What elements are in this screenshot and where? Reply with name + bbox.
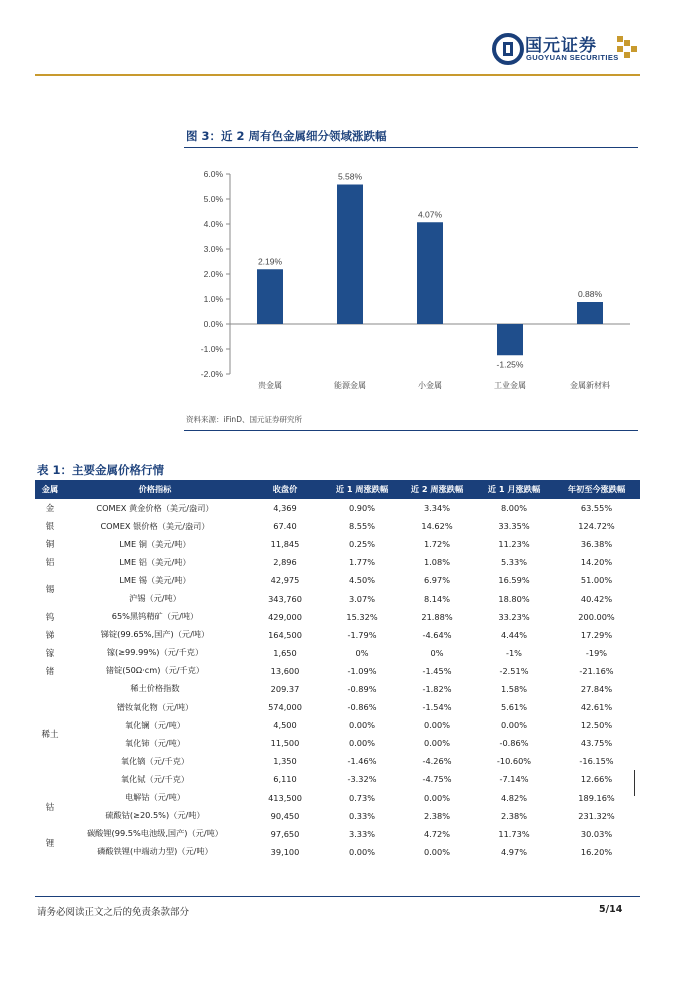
table-cell: 12.66% — [580, 774, 613, 785]
table-cell: -0.86% — [499, 738, 529, 749]
table-cell: 200.00% — [578, 611, 615, 622]
metal-name-cell: 锡 — [45, 585, 55, 596]
logo-cn-text: 国元证券 — [525, 36, 597, 56]
metal-name-cell: 金 — [45, 504, 55, 515]
table-title: 表 1：主要金属价格行情 — [37, 463, 165, 477]
table-row — [35, 626, 640, 644]
table-cell: -1.54% — [422, 702, 452, 713]
table-cell: 189.16% — [578, 792, 615, 803]
y-tick-label: -2.0% — [200, 369, 223, 379]
header-indicator: 价格指标 — [65, 480, 245, 499]
table-cell: 硫酸钴(≥20.5%)（元/吨） — [105, 810, 205, 821]
header-ytd-change: 年初至今涨跌幅 — [553, 480, 640, 499]
table-cell: 4.50% — [348, 575, 375, 586]
table-row — [35, 680, 640, 698]
table-cell: 0.00% — [423, 792, 450, 803]
table-cell: 33.35% — [498, 521, 530, 532]
table-cell: 14.62% — [421, 521, 453, 532]
table-cell: 36.38% — [580, 539, 613, 550]
table-cell: 51.00% — [580, 575, 613, 586]
table-cell: 18.80% — [498, 593, 530, 604]
table-row — [35, 770, 640, 788]
table-cell: 碳酸锂(99.5%电池级,国产)（元/吨） — [86, 828, 223, 839]
table-row — [35, 789, 640, 807]
y-tick-label: 3.0% — [203, 244, 223, 254]
table-cell: 氧化镧（元/吨） — [124, 719, 186, 730]
table-cell: -4.75% — [422, 774, 452, 785]
table-cell: 0% — [355, 647, 369, 658]
table-cell: 磷酸铁锂(中端动力型)（元/吨） — [97, 846, 213, 857]
table-cell: 1,350 — [273, 756, 297, 767]
x-category-label: 贵金属 — [258, 381, 282, 390]
table-cell: COMEX 银价格（美元/盎司） — [100, 520, 210, 531]
table-cell: 16.59% — [498, 575, 530, 586]
table-cell: 429,000 — [268, 611, 302, 622]
table-row — [35, 517, 640, 535]
y-tick-label: 0.0% — [203, 319, 223, 329]
table-row — [35, 571, 640, 589]
header-1w-change: 近 1 周涨跌幅 — [325, 480, 399, 499]
table-cell: 0.00% — [423, 738, 450, 749]
table-cell: 8.55% — [348, 521, 375, 532]
table-cell: 39,100 — [270, 846, 300, 857]
x-category-label: 能源金属 — [334, 381, 366, 390]
figure-source: 资料来源：iFinD、国元证券研究所 — [186, 415, 302, 424]
table-cell: -1.45% — [422, 665, 452, 676]
header-metal: 金属 — [35, 480, 65, 499]
table-cell: -1.79% — [347, 629, 377, 640]
table-cell: 90,450 — [270, 810, 300, 821]
y-tick-label: 2.0% — [203, 269, 223, 279]
table-cell: 0.00% — [423, 846, 450, 857]
table-row — [35, 644, 640, 662]
table-cell: -1% — [506, 647, 522, 658]
table-cell: 12.50% — [580, 720, 613, 731]
table-cell: 4.97% — [500, 846, 527, 857]
table-cell: 40.42% — [580, 593, 613, 604]
table-cell: -4.64% — [422, 629, 452, 640]
table-cell: 42.61% — [580, 702, 613, 713]
page-number: 5/14 — [599, 904, 623, 915]
table-cell: 4.44% — [500, 629, 527, 640]
table-cell: -1.82% — [422, 683, 452, 694]
table-cell: 0.33% — [348, 810, 375, 821]
table-cell: 21.88% — [421, 611, 453, 622]
table-cell: 6,110 — [273, 774, 297, 785]
header-1m-change: 近 1 月涨跌幅 — [475, 480, 553, 499]
table-cell: 27.84% — [580, 683, 613, 694]
x-category-label: 工业金属 — [494, 381, 526, 390]
table-row — [35, 843, 640, 861]
table-cell: 电解钴（元/吨） — [124, 792, 186, 803]
table-cell: 164,500 — [268, 629, 302, 640]
table-cell: LME 铝（美元/吨） — [119, 556, 191, 567]
table-cell: 0% — [430, 647, 444, 658]
bar-chart — [184, 160, 638, 410]
table-cell: 沪锡（元/吨） — [129, 593, 181, 604]
table-cell: 2,896 — [273, 557, 297, 568]
table-row — [35, 698, 640, 716]
table-cell: 14.20% — [580, 557, 613, 568]
data-label: 0.88% — [577, 289, 603, 299]
table-cell: 574,000 — [268, 702, 302, 713]
logo-en-text: GUOYUAN SECURITIES — [526, 53, 619, 62]
footer-rule — [35, 896, 640, 897]
metal-name-cell: 稀土 — [41, 730, 59, 741]
table-cell: 11.23% — [498, 539, 530, 550]
table-cell: 0.00% — [423, 720, 450, 731]
table-cell: 2.38% — [500, 810, 527, 821]
table-cell: 0.00% — [500, 720, 527, 731]
table-cell: 3.07% — [348, 593, 375, 604]
y-tick-label: 4.0% — [203, 219, 223, 229]
table-row — [35, 608, 640, 626]
table-row — [35, 499, 640, 517]
table-cell: 镨钕氧化物（元/吨） — [116, 701, 194, 712]
header-rule — [35, 74, 640, 76]
table-row — [35, 589, 640, 607]
table-cell: 17.29% — [580, 629, 613, 640]
table-row — [35, 825, 640, 843]
table-cell: 8.00% — [500, 503, 527, 514]
table-cell: 13,600 — [270, 665, 300, 676]
table-cell: -1.09% — [347, 665, 377, 676]
table-cell: 65%黑钨精矿（元/吨） — [111, 611, 199, 622]
table-cell: 343,760 — [268, 593, 302, 604]
table-cell: 0.90% — [348, 503, 375, 514]
table-cell: COMEX 黄金价格（美元/盎司） — [96, 502, 214, 513]
bar — [577, 302, 603, 324]
table-cell: 1,650 — [273, 647, 297, 658]
table-cell: LME 铜（美元/吨） — [119, 538, 191, 549]
metal-name-cell: 银 — [45, 522, 55, 533]
table-cell: 42,975 — [270, 575, 300, 586]
table-cell: 1.77% — [348, 557, 375, 568]
table-row — [35, 807, 640, 825]
bar — [337, 185, 363, 325]
table-cell: 5.61% — [500, 702, 527, 713]
table-cell: 0.00% — [348, 720, 375, 731]
table-cell: LME 锡（美元/吨） — [119, 574, 191, 585]
table-row — [35, 662, 640, 680]
y-tick-label: 1.0% — [203, 294, 223, 304]
table-cell: 氧化镝（元/千克） — [120, 755, 190, 766]
table-cell: -1.46% — [347, 756, 377, 767]
data-label: -1.25% — [496, 359, 524, 370]
header-close-price: 收盘价 — [245, 480, 325, 499]
table-cell: 3.34% — [423, 503, 450, 514]
table-cell: 8.14% — [423, 593, 450, 604]
table-cell: 231.32% — [578, 810, 615, 821]
footer-disclaimer: 请务必阅读正文之后的免责条款部分 — [37, 907, 190, 918]
bar — [417, 222, 443, 324]
table-cell: 稀土价格指数 — [130, 683, 180, 694]
bar — [257, 269, 283, 324]
table-cell: 63.55% — [580, 503, 613, 514]
y-tick-label: -1.0% — [200, 344, 223, 354]
table-cell: 67.40 — [273, 521, 297, 532]
table-cell: 33.23% — [498, 611, 530, 622]
y-tick-label: 5.0% — [203, 194, 223, 204]
table-cell: -3.32% — [347, 774, 377, 785]
table-cell: 0.73% — [348, 792, 375, 803]
table-cell: 4.72% — [423, 828, 450, 839]
table-cell: 1.72% — [423, 539, 450, 550]
table-cell: 15.32% — [346, 611, 378, 622]
table-cell: 97,650 — [270, 828, 300, 839]
data-label: 5.58% — [337, 171, 363, 182]
metal-name-cell: 锗 — [45, 666, 55, 677]
table-cell: 1.58% — [500, 683, 527, 694]
table-cell: -21.16% — [579, 665, 614, 676]
table-cell: 11,845 — [270, 539, 300, 550]
table-cell: 30.03% — [580, 828, 613, 839]
metal-name-cell: 锂 — [45, 838, 55, 849]
bar — [497, 324, 523, 355]
table-cell: 209.37 — [270, 683, 300, 694]
table-cell: 413,500 — [268, 792, 302, 803]
table-cell: 锗锭(50Ω·cm)（元/千克） — [105, 665, 205, 676]
table-header-row — [35, 480, 640, 499]
table-cell: 3.33% — [348, 828, 375, 839]
table-cell: -10.60% — [496, 756, 532, 767]
table-cell: -4.26% — [422, 756, 452, 767]
metal-name-cell: 铝 — [45, 558, 55, 569]
table-cell: 1.08% — [423, 557, 450, 568]
margin-marker — [634, 770, 635, 796]
table-cell: 锑锭(99.65%,国产)（元/吨） — [100, 629, 210, 640]
table-cell: 2.38% — [423, 810, 450, 821]
table-cell: 11.73% — [498, 828, 530, 839]
table-cell: 氧化铈（元/吨） — [124, 737, 186, 748]
table-cell: 124.72% — [578, 521, 615, 532]
table-row — [35, 734, 640, 752]
table-cell: 5.33% — [500, 557, 527, 568]
table-cell: 0.00% — [348, 846, 375, 857]
metal-name-cell: 钨 — [45, 612, 55, 623]
table-row — [35, 553, 640, 571]
table-cell: 43.75% — [580, 738, 613, 749]
header-2w-change: 近 2 周涨跌幅 — [399, 480, 475, 499]
table-cell: 4,369 — [273, 503, 297, 514]
metal-name-cell: 钴 — [45, 802, 55, 813]
table-cell: 16.20% — [580, 846, 613, 857]
data-label: 4.07% — [417, 209, 443, 220]
figure-top-rule — [184, 147, 638, 148]
x-category-label: 金属新材料 — [570, 381, 610, 390]
table-cell: 镓(≥99.99%)（元/千克） — [106, 647, 204, 658]
table-cell: -7.14% — [499, 774, 529, 785]
table-row — [35, 716, 640, 734]
metal-name-cell: 镓 — [45, 648, 55, 659]
table-row — [35, 535, 640, 553]
table-cell: 0.25% — [348, 539, 375, 550]
table-cell: -0.86% — [347, 702, 377, 713]
y-tick-label: 6.0% — [203, 169, 223, 179]
table-cell: 6.97% — [423, 575, 450, 586]
data-label: 2.19% — [257, 256, 283, 267]
figure-bottom-rule — [184, 430, 638, 431]
table-cell: 4.82% — [500, 792, 527, 803]
table-cell: -2.51% — [499, 665, 529, 676]
table-cell: -19% — [585, 647, 608, 658]
metal-name-cell: 铜 — [45, 540, 55, 551]
x-category-label: 小金属 — [418, 381, 442, 390]
table-cell: 0.00% — [348, 738, 375, 749]
metal-name-cell: 锑 — [45, 630, 55, 641]
table-cell: -16.15% — [579, 756, 614, 767]
metal-price-table — [35, 480, 640, 861]
table-cell: 氧化铽（元/千克） — [120, 773, 190, 784]
table-cell: -0.89% — [347, 683, 377, 694]
figure-title: 图 3：近 2 周有色金属细分领域涨跌幅 — [186, 129, 387, 143]
table-cell: 4,500 — [273, 720, 297, 731]
table-row — [35, 752, 640, 770]
table-cell: 11,500 — [270, 738, 300, 749]
